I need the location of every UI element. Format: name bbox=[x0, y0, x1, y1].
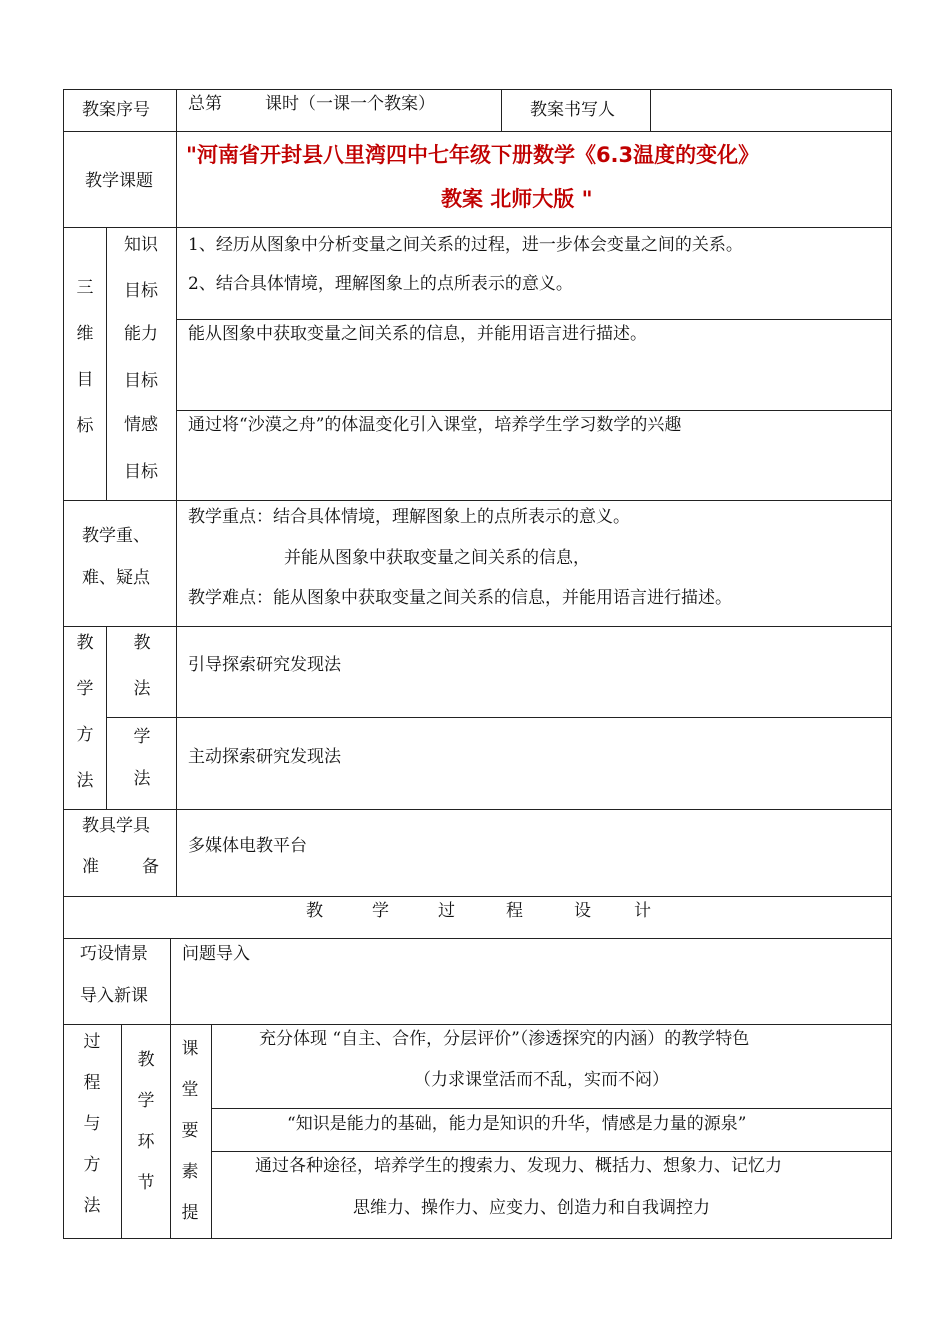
process-group-label: 过 程 与 方 法 bbox=[83, 1032, 101, 1216]
teaching-link-label: 教 学 环 节 bbox=[137, 1050, 155, 1193]
process-row1-text-1: 充分体现 “自主、合作，分层评价”（渗透探究的内涵）的教学特色 bbox=[259, 1029, 750, 1049]
emotion-goal-text: 通过将“沙漠之舟”的体温变化引入课堂，培养学生学习数学的兴趣 bbox=[188, 415, 682, 435]
keypoints-label-2: 难、疑点 bbox=[82, 568, 150, 588]
ability-goal-label-1: 能力 bbox=[124, 324, 158, 344]
class-requirement-label: 课 堂 要 素 提 bbox=[181, 1039, 199, 1223]
ability-goal-label-2: 目标 bbox=[124, 371, 158, 391]
process-row2-text: “知识是能力的基础，能力是知识的升华，情感是力量的源泉” bbox=[287, 1114, 747, 1134]
topic-title-line2: 教案 北师大版 " bbox=[441, 187, 593, 211]
total-label: 总第 bbox=[188, 94, 222, 114]
knowledge-goal-text-2: 2、结合具体情境，理解图象上的点所表示的意义。 bbox=[188, 274, 573, 294]
methods-group-label: 教 学 方 法 bbox=[76, 633, 94, 791]
ability-goal-text: 能从图象中获取变量之间关系的信息，并能用语言进行描述。 bbox=[188, 324, 647, 344]
goals-group-label: 三 维 目 标 bbox=[76, 278, 94, 436]
keypoints-text-3: 教学难点：能从图象中获取变量之间关系的信息，并能用语言进行描述。 bbox=[188, 588, 732, 608]
process-row3-text-2: 思维力、操作力、应变力、创造力和自我调控力 bbox=[353, 1198, 710, 1218]
learn-method-label: 学 法 bbox=[133, 727, 151, 789]
serial-label: 教案序号 bbox=[82, 100, 150, 120]
keypoints-text-2: 并能从图象中获取变量之间关系的信息， bbox=[284, 548, 590, 568]
teach-method-text: 引导探索研究发现法 bbox=[188, 655, 341, 675]
knowledge-goal-text-1: 1、经历从图象中分析变量之间关系的过程，进一步体会变量之间的关系。 bbox=[188, 235, 743, 255]
tools-label-2b: 备 bbox=[142, 857, 159, 877]
period-label: 课时（一课一个教案） bbox=[265, 94, 435, 114]
emotion-goal-label-2: 目标 bbox=[124, 462, 158, 482]
topic-label: 教学课题 bbox=[85, 171, 153, 191]
knowledge-goal-label-1: 知识 bbox=[124, 235, 158, 255]
emotion-goal-label-1: 情感 bbox=[124, 415, 158, 435]
intro-label-2: 导入新课 bbox=[80, 986, 148, 1006]
tools-text: 多媒体电教平台 bbox=[188, 836, 307, 856]
teach-method-label: 教 法 bbox=[133, 633, 151, 699]
intro-label-1: 巧设情景 bbox=[80, 944, 148, 964]
keypoints-label-1: 教学重、 bbox=[82, 526, 150, 546]
learn-method-text: 主动探索研究发现法 bbox=[188, 747, 341, 767]
intro-text: 问题导入 bbox=[182, 944, 250, 964]
keypoints-text-1: 教学重点：结合具体情境，理解图象上的点所表示的意义。 bbox=[188, 507, 630, 527]
writer-label: 教案书写人 bbox=[530, 100, 615, 120]
tools-label-1: 教具学具 bbox=[82, 816, 150, 836]
process-row1-text-2: （力求课堂活而不乱，实而不闷） bbox=[414, 1070, 669, 1090]
topic-title-line1: "河南省开封县八里湾四中七年级下册数学《6.3温度的变化》 bbox=[186, 143, 760, 167]
process-row3-text-1: 通过各种途径，培养学生的搜索力、发现力、概括力、想象力、记忆力 bbox=[255, 1156, 782, 1176]
tools-label-2a: 准 bbox=[82, 857, 99, 877]
knowledge-goal-label-2: 目标 bbox=[124, 281, 158, 301]
